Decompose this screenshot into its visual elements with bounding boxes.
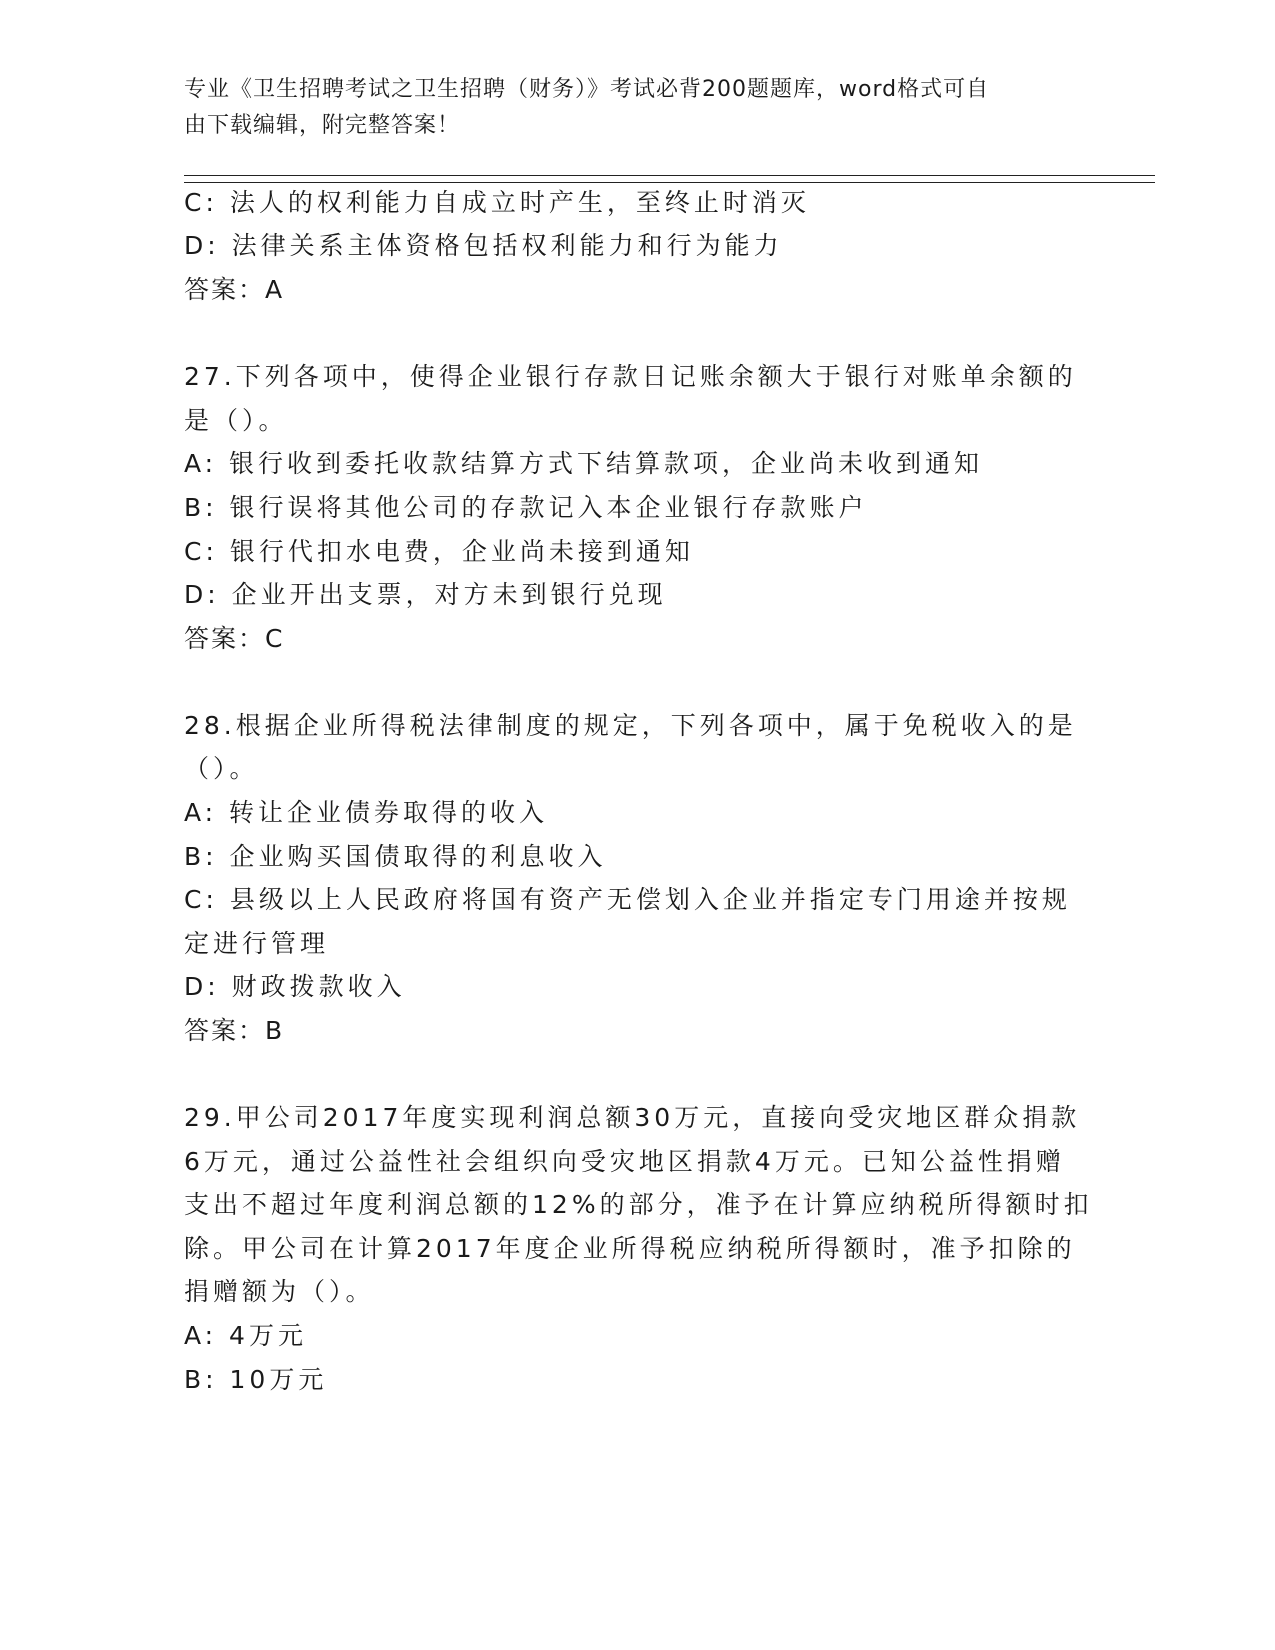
document-header [184, 72, 1064, 144]
q26-option-d: D: 法律关系主体资格包括权利能力和行为能力 [184, 231, 783, 260]
header-title-line-1: 专业《卫生招聘考试之卫生招聘（财务）》考试必背200题题库，word格式可自 [184, 77, 990, 102]
q27-stem-line-2: 是（）。 [184, 406, 288, 435]
header-divider-top [184, 175, 1155, 176]
q27-stem-line-1: 27.下列各项中，使得企业银行存款日记账余额大于银行对账单余额的 [184, 362, 1077, 391]
q29-stem-line-4: 除。甲公司在计算2017年度企业所得税应纳税所得额时，准予扣除的 [184, 1234, 1076, 1263]
q28-option-c-line-1: C: 县级以上人民政府将国有资产无偿划入企业并指定专门用途并按规 [184, 885, 1071, 914]
q29-stem-line-5: 捐赠额为（）。 [184, 1277, 375, 1306]
q29-stem-line-3: 支出不超过年度利润总额的12%的部分，准予在计算应纳税所得额时扣 [184, 1190, 1093, 1219]
header-title-line-2: 由下载编辑，附完整答案！ [184, 113, 461, 138]
q27-answer: 答案：C [184, 624, 285, 653]
header-divider-bottom [184, 182, 1155, 183]
q27-option-b: B: 银行误将其他公司的存款记入本企业银行存款账户 [184, 493, 868, 522]
q27-option-d: D: 企业开出支票，对方未到银行兑现 [184, 580, 667, 609]
q27-option-a: A: 银行收到委托收款结算方式下结算款项，企业尚未收到通知 [184, 449, 984, 478]
q26-answer: 答案：A [184, 275, 285, 304]
q26-option-c: C: 法人的权利能力自成立时产生，至终止时消灭 [184, 188, 810, 217]
q28-option-d: D: 财政拨款收入 [184, 972, 406, 1001]
q28-option-a: A: 转让企业债券取得的收入 [184, 798, 549, 827]
q28-stem-line-1: 28.根据企业所得税法律制度的规定，下列各项中，属于免税收入的是 [184, 711, 1077, 740]
q29-stem-line-2: 6万元，通过公益性社会组织向受灾地区捐款4万元。已知公益性捐赠 [184, 1147, 1065, 1176]
q29-stem-line-1: 29.甲公司2017年度实现利润总额30万元，直接向受灾地区群众捐款 [184, 1103, 1081, 1132]
q28-stem-line-2: （）。 [184, 754, 259, 783]
q27-option-c: C: 银行代扣水电费，企业尚未接到通知 [184, 537, 694, 566]
q28-answer: 答案：B [184, 1016, 285, 1045]
q28-option-b: B: 企业购买国债取得的利息收入 [184, 842, 607, 871]
q29-option-a: A: 4万元 [184, 1321, 307, 1350]
q29-option-b: B: 10万元 [184, 1365, 328, 1394]
q28-option-c-line-2: 定进行管理 [184, 929, 330, 958]
